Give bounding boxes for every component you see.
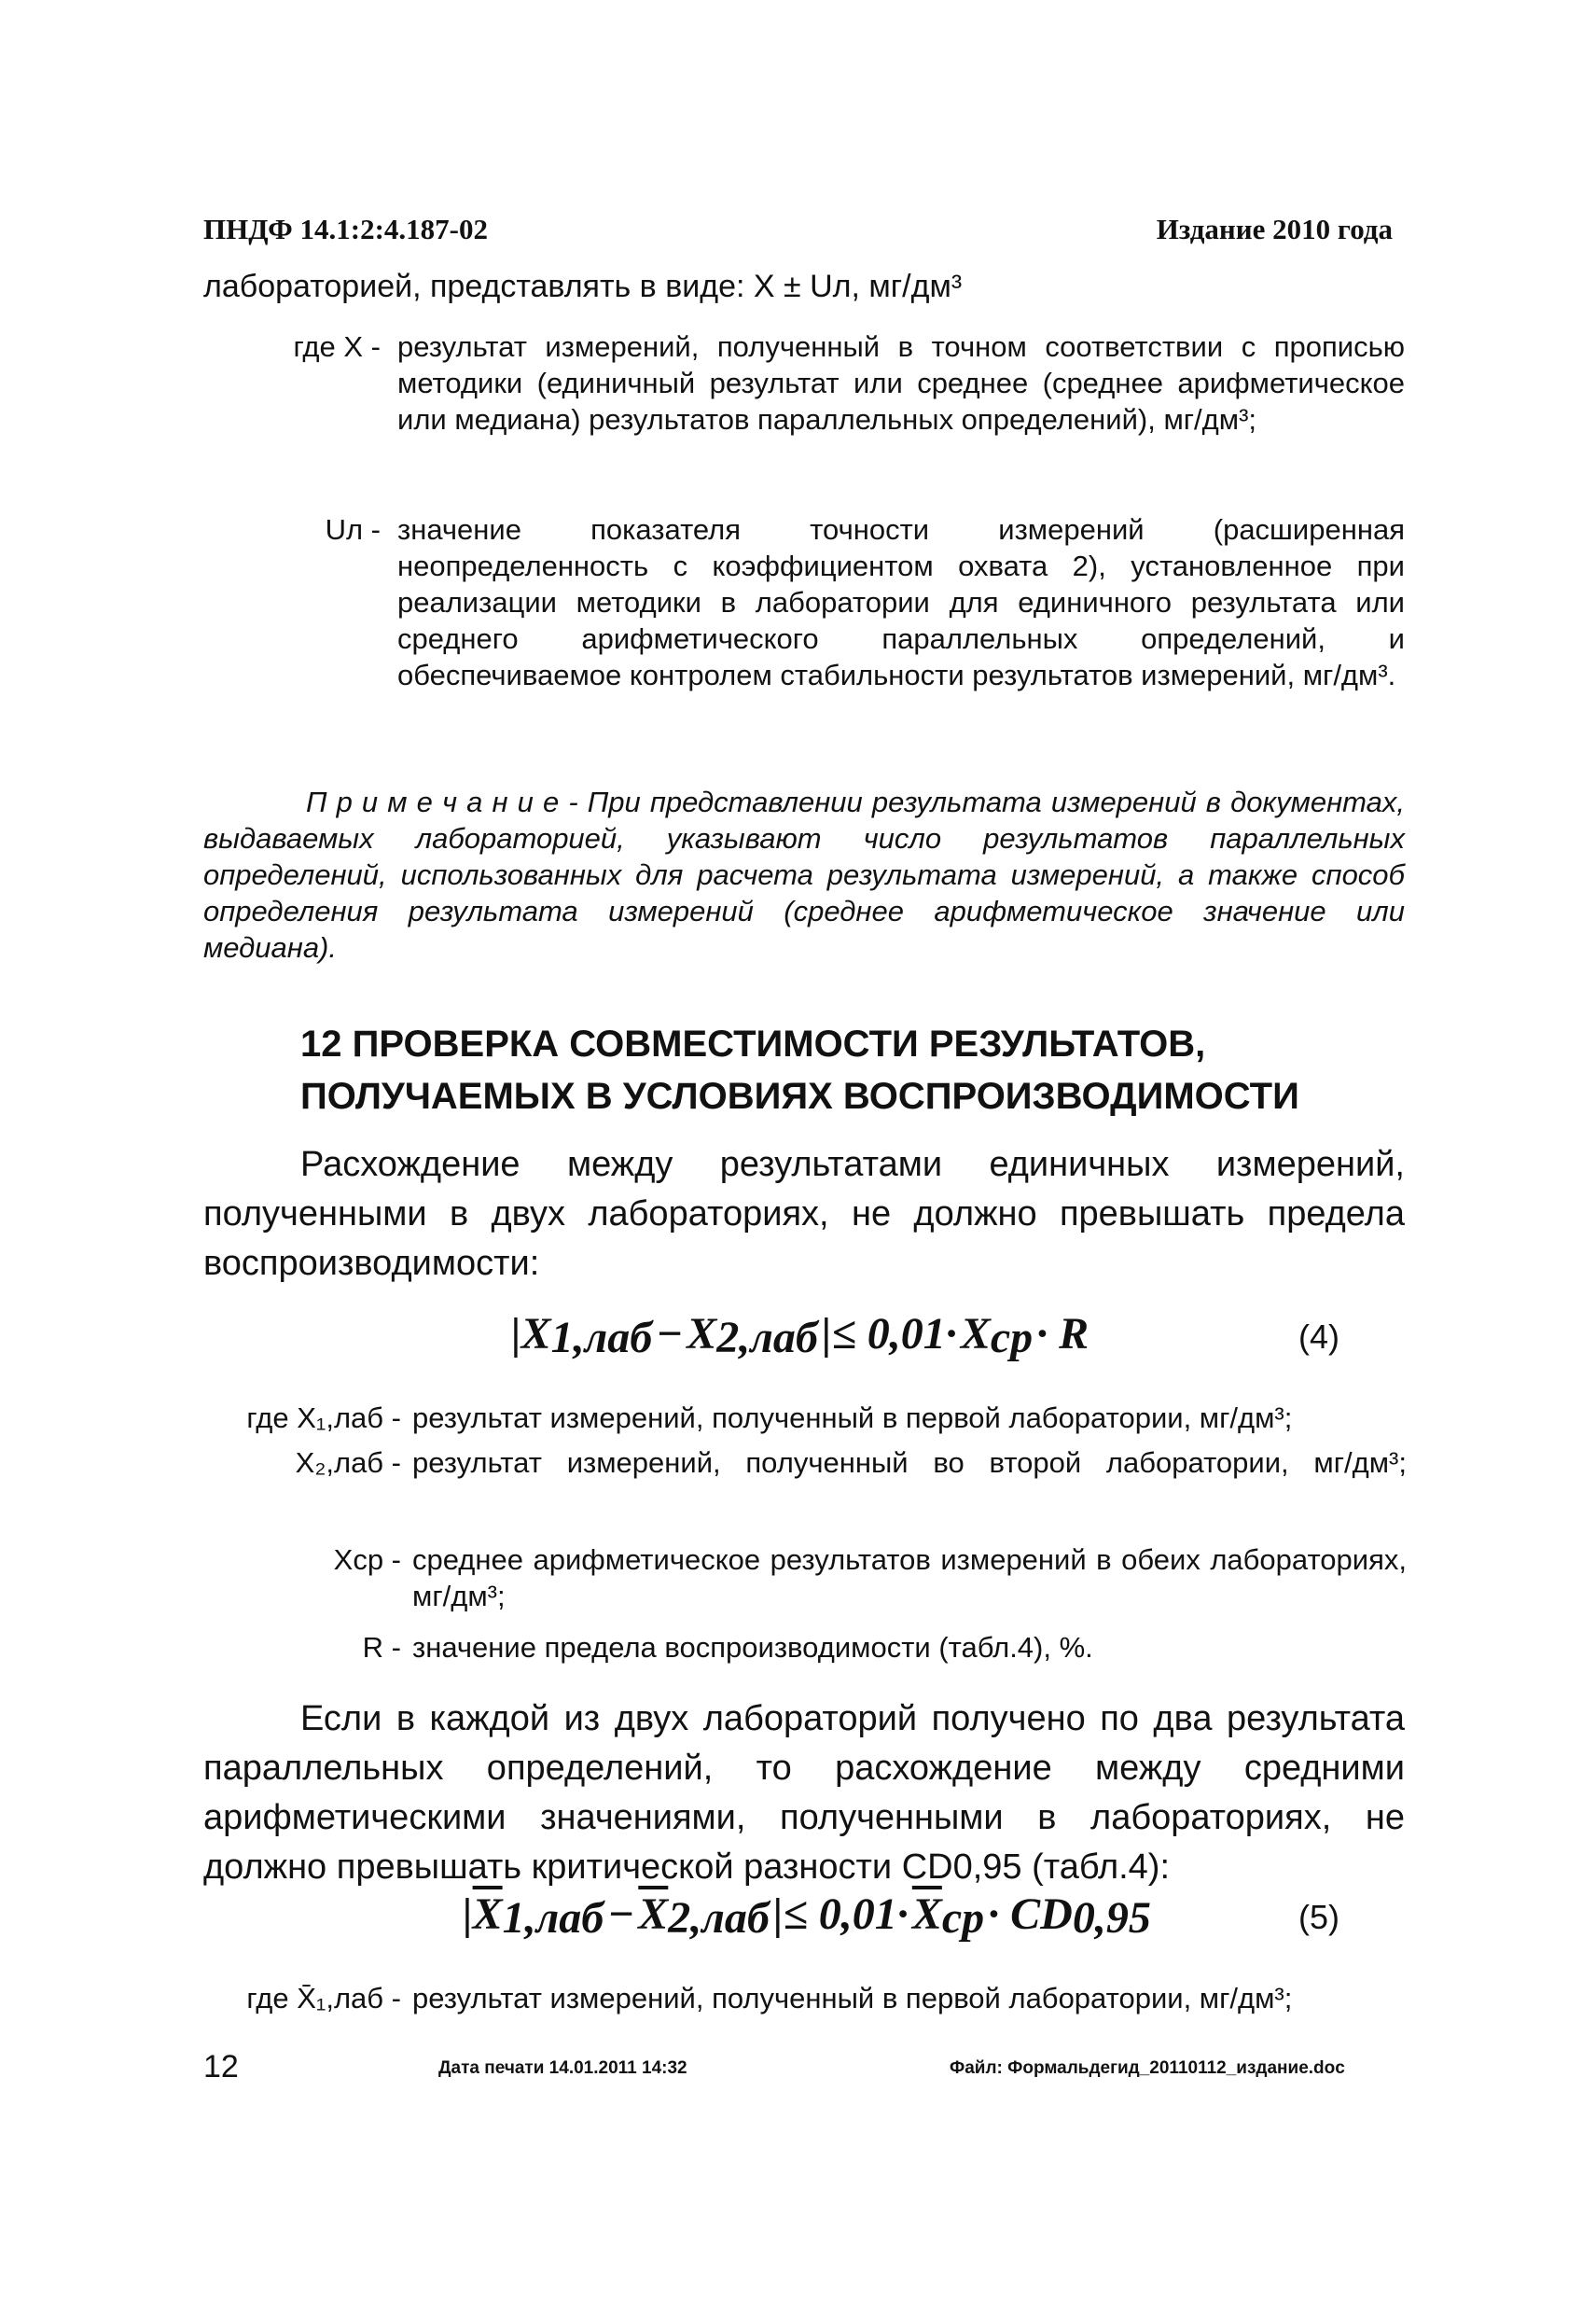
def-text-x: результат измерений, полученный в точном соответствии с прописью методики (единичный результат или среднее (среднее арифметическое или медиана) результатов параллельных определений), мг/дм³;: [397, 330, 1405, 436]
def2-text-x1: результат измерений, полученный в первой лаборатории, мг/дм³;: [412, 1401, 1293, 1434]
def-term-ul: Uл -: [325, 513, 381, 546]
file-name: Файл: Формальдегид_20110112_издание.doc: [950, 2058, 1345, 2078]
equation-number-4: (4): [1298, 1317, 1339, 1356]
def2-term-x1: где X₁,лаб -: [246, 1401, 401, 1434]
def-term-x: где X -: [293, 330, 381, 363]
def2-term-x2: X₂,лаб -: [295, 1446, 401, 1479]
formula-4-x1: X: [520, 1309, 551, 1359]
formula-4: [511, 1308, 1089, 1363]
formula-4-x2: X: [687, 1309, 717, 1359]
paragraph-reproducibility: Расхождение между результатами единичных измерений, полученными в двух лабораториях, не должно превышать предела воспроизводимости:: [203, 1145, 1405, 1283]
equation-number-5: (5): [1298, 1898, 1339, 1936]
def2-text-r: значение предела воспроизводимости (табл.4), %.: [412, 1631, 1093, 1664]
formula-4-relation: |≤ 0,01·: [821, 1309, 957, 1359]
note-paragraph: П р и м е ч а н и е - При представлении результата измерений в документах, выдаваемых лабораторией, указывают число результатов параллельных определений, использованных для расчета результата измерений, а также способ определения результата измерений (среднее арифметическое значение или медиана).: [203, 786, 1405, 964]
def3-text-x1-mean: результат измерений, полученный в первой лаборатории, мг/дм³;: [412, 1982, 1293, 2014]
formula-5-minus: −: [607, 1889, 635, 1939]
formula-5-x2-sub: 2,лаб: [668, 1893, 770, 1944]
def-text-ul: значение показателя точности измерений (расширенная неопределенность с коэффициентом охвата 2), установленное при реализации методики в лаборатории для единичного результата или среднего арифметического параллельных определений, и обеспечиваемое контролем стабильности результатов измерений, мг/дм³.: [397, 513, 1405, 691]
intro-line: лабораторией, представлять в виде: X ± Uл, мг/дм³: [203, 269, 963, 304]
paragraph-critical-difference: Если в каждой из двух лабораторий получено по два результата параллельных определений, то расхождение между средними арифметическими значениями, полученными в лабораториях, не должно превышать критической разности CD0,95 (табл.4):: [203, 1699, 1405, 1887]
document-code: ПНДФ 14.1:2:4.187-02: [203, 213, 488, 245]
formula-4-tail: · R: [1036, 1309, 1089, 1359]
formula-4-x1-sub: 1,лаб: [550, 1313, 653, 1363]
formula-5-tail: · CD: [988, 1889, 1073, 1939]
formula-5-x1-sub: 1,лаб: [502, 1893, 604, 1944]
def2-text-x2: результат измерений, полученный во второй лаборатории, мг/дм³;: [412, 1446, 1407, 1479]
formula-5-xcp: $\overline{X}$: [911, 1889, 942, 1939]
formula-4-xcp: X: [960, 1309, 991, 1359]
print-date: Дата печати 14.01.2011 14:32: [438, 2058, 687, 2078]
def3-term-x1-mean: где X̄₁,лаб -: [246, 1982, 401, 2014]
formula-4-xcp-sub: ср: [990, 1313, 1034, 1363]
def2-term-r: R -: [362, 1631, 401, 1664]
def2-term-xcp: Xср -: [333, 1543, 401, 1576]
formula-5-bar: |: [463, 1889, 473, 1939]
formula-5-relation: |≤ 0,01·: [772, 1889, 909, 1939]
formula-5-x1: $\overline{X}$: [472, 1889, 503, 1939]
formula-5-tail-sub: 0,95: [1072, 1893, 1151, 1944]
formula-4-minus: −: [656, 1309, 684, 1359]
section-heading-line1: 12 ПРОВЕРКА СОВМЕСТИМОСТИ РЕЗУЛЬТАТОВ,: [300, 1024, 1206, 1065]
page-number: 12: [203, 2049, 239, 2084]
formula-5-xcp-sub: ср: [941, 1893, 985, 1944]
edition-label: Издание 2010 года: [1156, 213, 1393, 245]
formula-4-bar: |: [511, 1309, 521, 1359]
formula-5-x2: $\overline{X}$: [638, 1889, 669, 1939]
def2-text-xcp: среднее арифметическое результатов измерений в обеих лабораториях, мг/дм³;: [412, 1543, 1407, 1612]
formula-5: [463, 1889, 1151, 1944]
section-heading-line2: ПОЛУЧАЕМЫХ В УСЛОВИЯХ ВОСПРОИЗВОДИМОСТИ: [300, 1076, 1299, 1117]
formula-4-x2-sub: 2,лаб: [716, 1313, 818, 1363]
